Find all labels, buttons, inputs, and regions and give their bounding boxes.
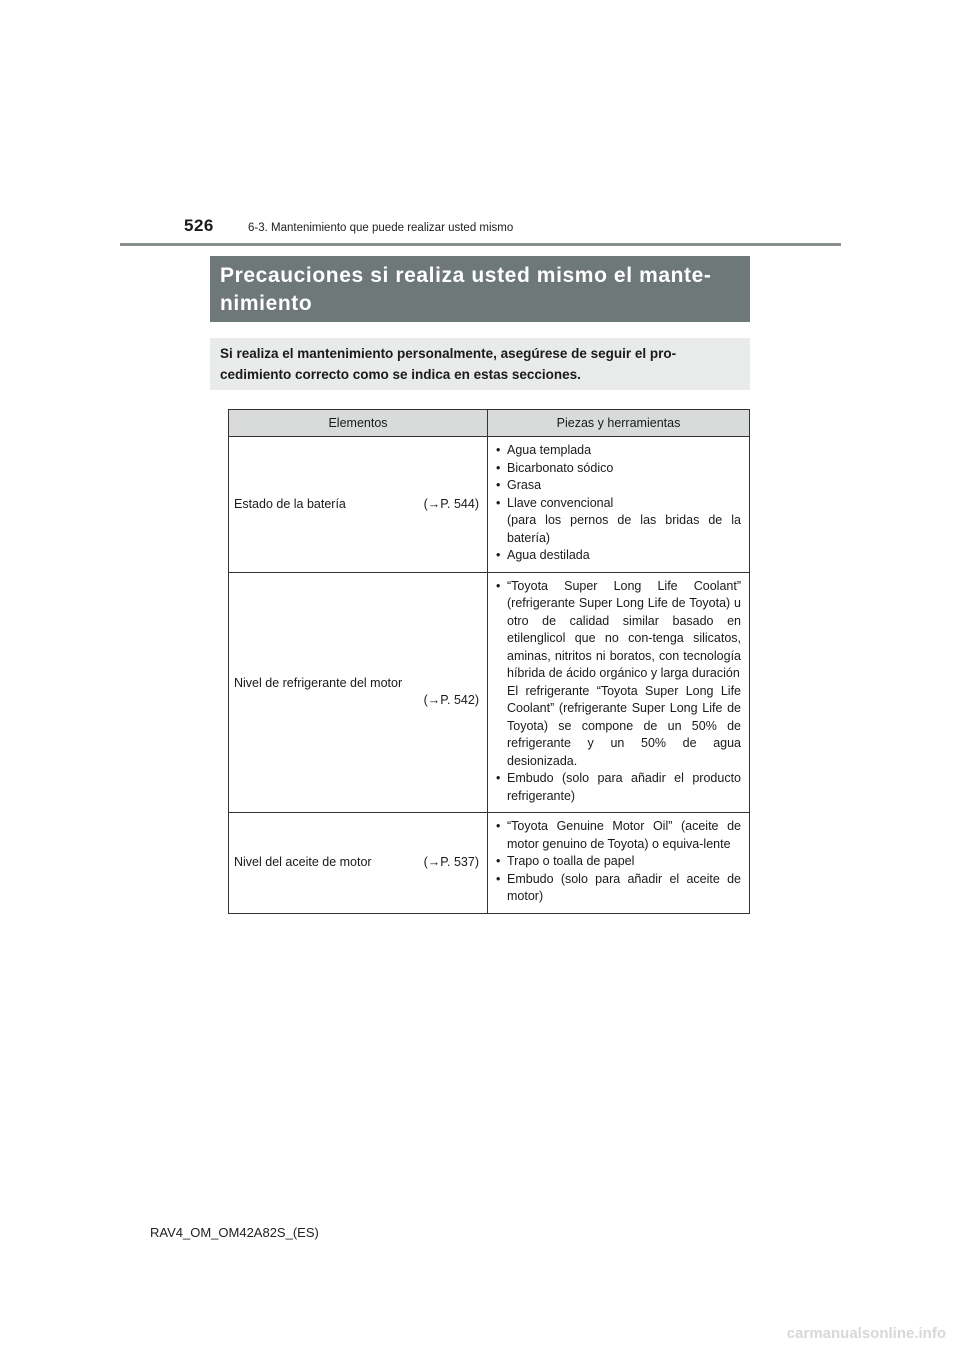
page-title-line-1: Precauciones si realiza usted mismo el mante- — [220, 264, 712, 287]
table-header-row — [229, 410, 750, 437]
intro-text — [220, 343, 740, 385]
page-title — [220, 262, 740, 318]
element-name: Estado de la batería — [234, 496, 346, 511]
list-item: • Agua templada — [496, 442, 741, 460]
table-row — [229, 572, 750, 813]
tools-cell — [488, 572, 750, 813]
intro-line-1: Si realiza el mantenimiento personalmente, asegúrese de seguir el pro- — [220, 346, 677, 361]
element-cell — [229, 813, 488, 914]
tools-cell — [488, 813, 750, 914]
column-header-elements: Elementos — [229, 410, 488, 437]
list-item: • Trapo o toalla de papel — [496, 853, 741, 871]
element-cell — [229, 572, 488, 813]
list-item: • Embudo (solo para añadir el aceite de motor) — [496, 871, 741, 906]
list-item: • Embudo (solo para añadir el producto refrigerante) — [496, 770, 741, 805]
header-rule — [120, 243, 841, 246]
element-cell — [229, 437, 488, 573]
intro-box — [210, 338, 750, 390]
document-id: RAV4_OM_OM42A82S_(ES) — [150, 1225, 319, 1240]
list-item: • Agua destilada — [496, 547, 741, 565]
list-item: • “Toyota Genuine Motor Oil” (aceite de motor genuino de Toyota) o equiva-lente — [496, 818, 741, 853]
element-name: Nivel de refrigerante del motor — [234, 675, 403, 690]
tools-cell — [488, 437, 750, 573]
list-item: • Llave convencional (para los pernos de las bridas de la batería) — [496, 495, 741, 548]
page-reference: (→P. 542) — [423, 693, 479, 708]
list-item-note: (para los pernos de las bridas de la batería) — [507, 513, 741, 545]
list-item: • “Toyota Super Long Life Coolant” (refrigerante Super Long Life de Toyota) u otro de calidad similar basado en etilenglicol que no con-tenga silicatos, aminas, nitritos ni boratos, con tecnología híbrida de ácido orgánico y larga duración El refrigerante “Toyota Super Long Life Coolant” (refrigerante Super Long Life de Toyota) se compone de un 50% de refrigerante y un 50% de agua desionizada. — [496, 578, 741, 771]
list-item: • Grasa — [496, 477, 741, 495]
element-name: Nivel del aceite de motor — [234, 855, 372, 869]
page-reference: (→P. 544) — [423, 496, 479, 511]
watermark: carmanualsonline.info — [786, 1325, 946, 1342]
maintenance-table — [228, 409, 750, 914]
list-item: • Bicarbonato sódico — [496, 460, 741, 478]
table-row — [229, 813, 750, 914]
column-header-parts-tools: Piezas y herramientas — [488, 410, 750, 437]
title-banner — [210, 256, 750, 322]
table-row — [229, 437, 750, 573]
page-number: 526 — [184, 216, 214, 235]
page-reference: (→P. 537) — [423, 855, 479, 869]
intro-line-2: cedimiento correcto como se indica en estas secciones. — [220, 367, 581, 382]
list-item-note: El refrigerante “Toyota Super Long Life Coolant” (refrigerante Super Long Life de Toyota) se compone de un 50% de refrigerante y un 50% de agua desionizada. — [507, 683, 741, 768]
page-title-line-2: nimiento — [220, 292, 313, 315]
section-title: 6-3. Mantenimiento que puede realizar usted mismo — [248, 222, 514, 234]
